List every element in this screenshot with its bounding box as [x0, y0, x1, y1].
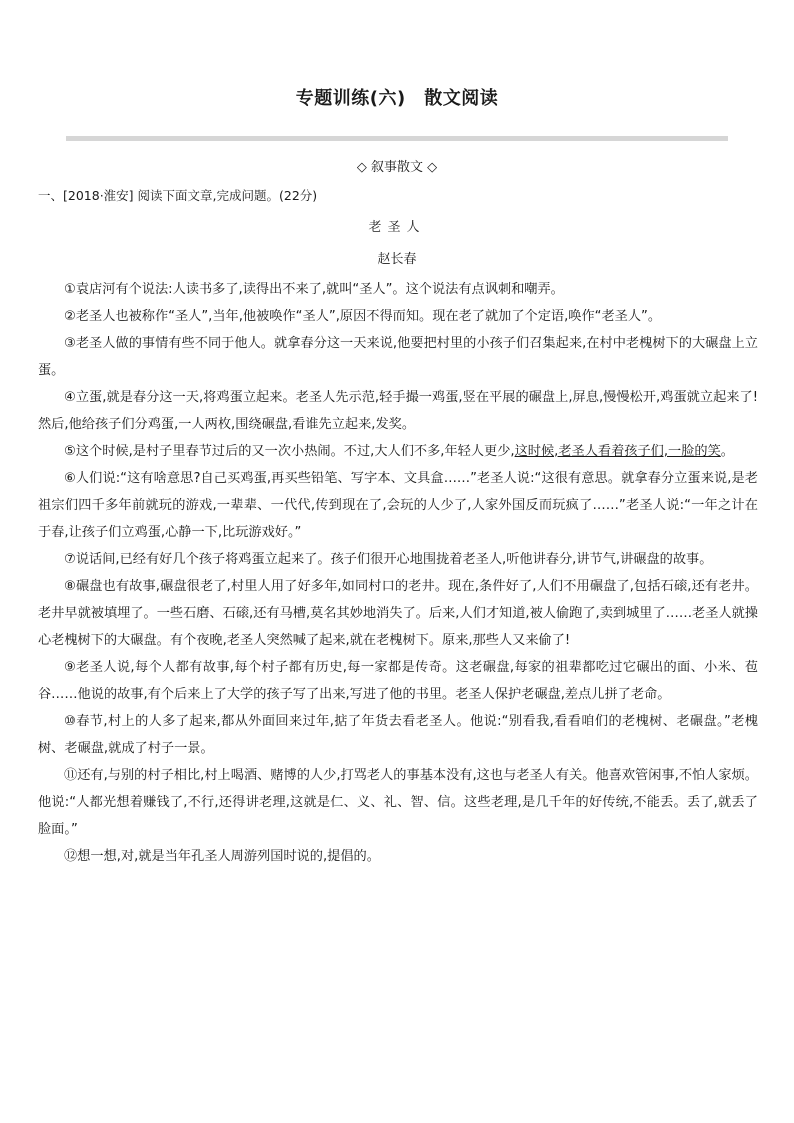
paragraph	[38, 438, 758, 465]
paragraph: ⑩春节,村上的人多了起来,都从外面回来过年,掂了年货去看老圣人。他说:“别看我,看看咱们的老槐树、老碾盘。”老槐树、老碾盘,就成了村子一景。	[38, 714, 758, 756]
paragraph: ③老圣人做的事情有些不同于他人。就拿春分这一天来说,他要把村里的小孩子们召集起来,在村中老槐树下的大碾盘上立蛋。	[38, 336, 758, 378]
paragraph: ⑨老圣人说,每个人都有故事,每个村子都有历史,每一家都是传奇。这老碾盘,每家的祖辈都吃过它碾出的面、小米、苞谷……他说的故事,有个后来上了大学的孩子写了出来,写进了他的书里。老圣人保护老碾盘,差点儿拼了老命。	[38, 660, 758, 702]
paragraph: ⑪还有,与别的村子相比,村上喝酒、赌博的人少,打骂老人的事基本没有,这也与老圣人有关。他喜欢管闲事,不怕人家烦。他说:“人都光想着赚钱了,不行,还得讲老理,这就是仁、义、礼、智、信。这些老理,是几千年的好传统,不能丢。丢了,就丢了脸面。”	[38, 768, 758, 837]
article-author: 赵长春	[377, 252, 417, 267]
question-prompt: 一、[2018·淮安] 阅读下面文章,完成问题。(22分)	[38, 188, 318, 203]
paragraph: ⑦说话间,已经有好几个孩子将鸡蛋立起来了。孩子们很开心地围拢着老圣人,听他讲春分,讲节气,讲碾盘的故事。	[64, 552, 713, 567]
paragraph: ⑥人们说:“这有啥意思?自己买鸡蛋,再买些铅笔、写字本、文具盒……”老圣人说:“这很有意思。就拿春分立蛋来说,是老祖宗们四千多年前就玩的游戏,一辈辈、一代代,传到现在了,会玩的人少了,人家外国反而玩疯了……”老圣人说:“一年之计在于春,让孩子们立鸡蛋,心静一下,比玩游戏好。”	[38, 471, 758, 540]
section-label: ◇ 叙事散文 ◇	[356, 160, 438, 175]
title-divider	[66, 136, 728, 141]
article-body	[38, 276, 758, 870]
paragraph: ⑫想一想,对,就是当年孔圣人周游列国时说的,提倡的。	[64, 849, 380, 864]
paragraph: ①袁店河有个说法:人读书多了,读得出不来了,就叫“圣人”。这个说法有点讽刺和嘲弄。	[64, 282, 564, 297]
paragraph: ②老圣人也被称作“圣人”,当年,他被唤作“圣人”,原因不得而知。现在老了就加了个定语,唤作“老圣人”。	[64, 309, 662, 324]
paragraph: ⑧碾盘也有故事,碾盘很老了,村里人用了好多年,如同村口的老井。现在,条件好了,人们不用碾盘了,包括石磙,还有老井。老井早就被填埋了。一些石磨、石磙,还有马槽,莫名其妙地消失了。后来,人们才知道,被人偷跑了,卖到城里了……老圣人就操心老槐树下的大碾盘。有个夜晚,老圣人突然喊了起来,就在老槐树下。原来,那些人又来偷了!	[38, 579, 758, 648]
paragraph-text: ⑤这个时候,是村子里春节过后的又一次小热闹。不过,大人们不多,年轻人更少,	[64, 444, 515, 459]
paragraph-text: 。	[720, 444, 734, 459]
article-title: 老圣人	[368, 220, 426, 235]
underlined-sentence: 这时候,老圣人看着孩子们,一脸的笑	[514, 444, 721, 459]
paragraph: ④立蛋,就是春分这一天,将鸡蛋立起来。老圣人先示范,轻手撮一鸡蛋,竖在平展的碾盘上,屏息,慢慢松开,鸡蛋就立起来了!然后,他给孩子们分鸡蛋,一人两枚,围绕碾盘,看谁先立起来,发奖。	[38, 390, 758, 432]
page-title: 专题训练(六) 散文阅读	[295, 88, 499, 109]
